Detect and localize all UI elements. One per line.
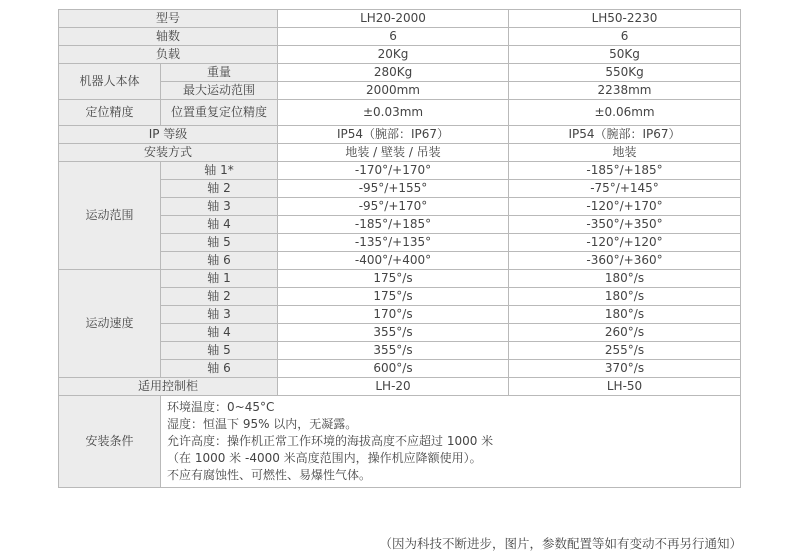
axes-value-2: 6 bbox=[509, 28, 741, 46]
table-row-speed-axis-5 bbox=[59, 342, 741, 360]
install-condition-line: （在 1000 米 -4000 米高度范围内，操作机应降额使用）。 bbox=[167, 451, 482, 465]
range-axis-value-1: -185°/+185° bbox=[278, 216, 509, 234]
speed-axis-label: 轴 3 bbox=[161, 306, 278, 324]
repeat-precision-label: 位置重复定位精度 bbox=[161, 100, 278, 126]
speed-axis-value-2: 370°/s bbox=[509, 360, 741, 378]
payload-value-2: 50Kg bbox=[509, 46, 741, 64]
range-axis-value-1: -400°/+400° bbox=[278, 252, 509, 270]
payload-label: 负载 bbox=[59, 46, 278, 64]
range-axis-value-2: -75°/+145° bbox=[509, 180, 741, 198]
table-row-controller bbox=[59, 378, 741, 396]
install-condition-line: 允许高度：操作机正常工作环境的海拔高度不应超过 1000 米 bbox=[167, 434, 494, 448]
controller-label: 适用控制柜 bbox=[59, 378, 278, 396]
install-conditions-label: 安装条件 bbox=[59, 396, 161, 488]
model-2: LH50-2230 bbox=[509, 10, 741, 28]
speed-axis-label: 轴 2 bbox=[161, 288, 278, 306]
range-axis-value-1: -95°/+170° bbox=[278, 198, 509, 216]
speed-axis-value-1: 170°/s bbox=[278, 306, 509, 324]
max-range-label: 最大运动范围 bbox=[161, 82, 278, 100]
table-row-range-axis-3 bbox=[59, 198, 741, 216]
motion-range-label: 运动范围 bbox=[59, 162, 161, 270]
table-row-speed-axis-3 bbox=[59, 306, 741, 324]
table-row-mount bbox=[59, 144, 741, 162]
speed-axis-value-1: 355°/s bbox=[278, 324, 509, 342]
table-row-weight bbox=[59, 64, 741, 82]
speed-axis-value-2: 180°/s bbox=[509, 306, 741, 324]
weight-label: 重量 bbox=[161, 64, 278, 82]
range-axis-value-2: -360°/+360° bbox=[509, 252, 741, 270]
table-row-range-axis-6 bbox=[59, 252, 741, 270]
weight-value-2: 550Kg bbox=[509, 64, 741, 82]
model-1: LH20-2000 bbox=[278, 10, 509, 28]
install-condition-line: 不应有腐蚀性、可燃性、易爆性气体。 bbox=[167, 468, 372, 482]
ip-value-1: IP54（腕部：IP67） bbox=[278, 126, 509, 144]
range-axis-label: 轴 2 bbox=[161, 180, 278, 198]
footer-note: （因为科技不断进步，图片，参数配置等如有变动不再另行通知） bbox=[379, 536, 742, 551]
speed-axis-label: 轴 6 bbox=[161, 360, 278, 378]
table-row-speed-axis-2 bbox=[59, 288, 741, 306]
speed-axis-label: 轴 1 bbox=[161, 270, 278, 288]
range-axis-label: 轴 6 bbox=[161, 252, 278, 270]
speed-axis-value-2: 180°/s bbox=[509, 270, 741, 288]
speed-axis-label: 轴 5 bbox=[161, 342, 278, 360]
body-label: 机器人本体 bbox=[59, 64, 161, 100]
motion-speed-label: 运动速度 bbox=[59, 270, 161, 378]
range-axis-value-1: -95°/+155° bbox=[278, 180, 509, 198]
table-row-speed-axis-6 bbox=[59, 360, 741, 378]
install-condition-line: 湿度：恒温下 95% 以内，无凝露。 bbox=[167, 417, 358, 431]
table-row-max-range bbox=[59, 82, 741, 100]
range-axis-value-2: -350°/+350° bbox=[509, 216, 741, 234]
table-row-payload bbox=[59, 46, 741, 64]
model-label: 型号 bbox=[59, 10, 278, 28]
table-row-speed-axis-4 bbox=[59, 324, 741, 342]
table-row-range-axis-1 bbox=[59, 162, 741, 180]
ip-value-2: IP54（腕部：IP67） bbox=[509, 126, 741, 144]
table-row-axes bbox=[59, 28, 741, 46]
mount-value-1: 地装 / 壁装 / 吊装 bbox=[278, 144, 509, 162]
install-conditions-notes bbox=[161, 396, 741, 488]
weight-value-1: 280Kg bbox=[278, 64, 509, 82]
range-axis-value-2: -120°/+170° bbox=[509, 198, 741, 216]
mount-value-2: 地装 bbox=[509, 144, 741, 162]
mount-label: 安装方式 bbox=[59, 144, 278, 162]
range-axis-label: 轴 4 bbox=[161, 216, 278, 234]
axes-value-1: 6 bbox=[278, 28, 509, 46]
max-range-value-2: 2238mm bbox=[509, 82, 741, 100]
payload-value-1: 20Kg bbox=[278, 46, 509, 64]
speed-axis-value-2: 260°/s bbox=[509, 324, 741, 342]
controller-value-2: LH-50 bbox=[509, 378, 741, 396]
range-axis-label: 轴 5 bbox=[161, 234, 278, 252]
range-axis-value-1: -135°/+135° bbox=[278, 234, 509, 252]
table-row-precision bbox=[59, 100, 741, 126]
table-row-range-axis-4 bbox=[59, 216, 741, 234]
speed-axis-value-1: 175°/s bbox=[278, 270, 509, 288]
ip-label: IP 等级 bbox=[59, 126, 278, 144]
range-axis-value-2: -185°/+185° bbox=[509, 162, 741, 180]
table-row-install-conditions bbox=[59, 396, 741, 488]
table-row-speed-axis-1 bbox=[59, 270, 741, 288]
range-axis-label: 轴 3 bbox=[161, 198, 278, 216]
table-row-model bbox=[59, 10, 741, 28]
speed-axis-value-2: 255°/s bbox=[509, 342, 741, 360]
precision-value-2: ±0.06mm bbox=[509, 100, 741, 126]
speed-axis-value-1: 175°/s bbox=[278, 288, 509, 306]
speed-axis-value-1: 355°/s bbox=[278, 342, 509, 360]
table-row-range-axis-2 bbox=[59, 180, 741, 198]
spec-table bbox=[58, 9, 741, 488]
range-axis-value-2: -120°/+120° bbox=[509, 234, 741, 252]
controller-value-1: LH-20 bbox=[278, 378, 509, 396]
range-axis-label: 轴 1* bbox=[161, 162, 278, 180]
max-range-value-1: 2000mm bbox=[278, 82, 509, 100]
precision-label: 定位精度 bbox=[59, 100, 161, 126]
precision-value-1: ±0.03mm bbox=[278, 100, 509, 126]
axes-label: 轴数 bbox=[59, 28, 278, 46]
speed-axis-label: 轴 4 bbox=[161, 324, 278, 342]
table-row-range-axis-5 bbox=[59, 234, 741, 252]
speed-axis-value-1: 600°/s bbox=[278, 360, 509, 378]
table-row-ip bbox=[59, 126, 741, 144]
install-condition-line: 环境温度：0~45°C bbox=[167, 400, 275, 414]
speed-axis-value-2: 180°/s bbox=[509, 288, 741, 306]
range-axis-value-1: -170°/+170° bbox=[278, 162, 509, 180]
